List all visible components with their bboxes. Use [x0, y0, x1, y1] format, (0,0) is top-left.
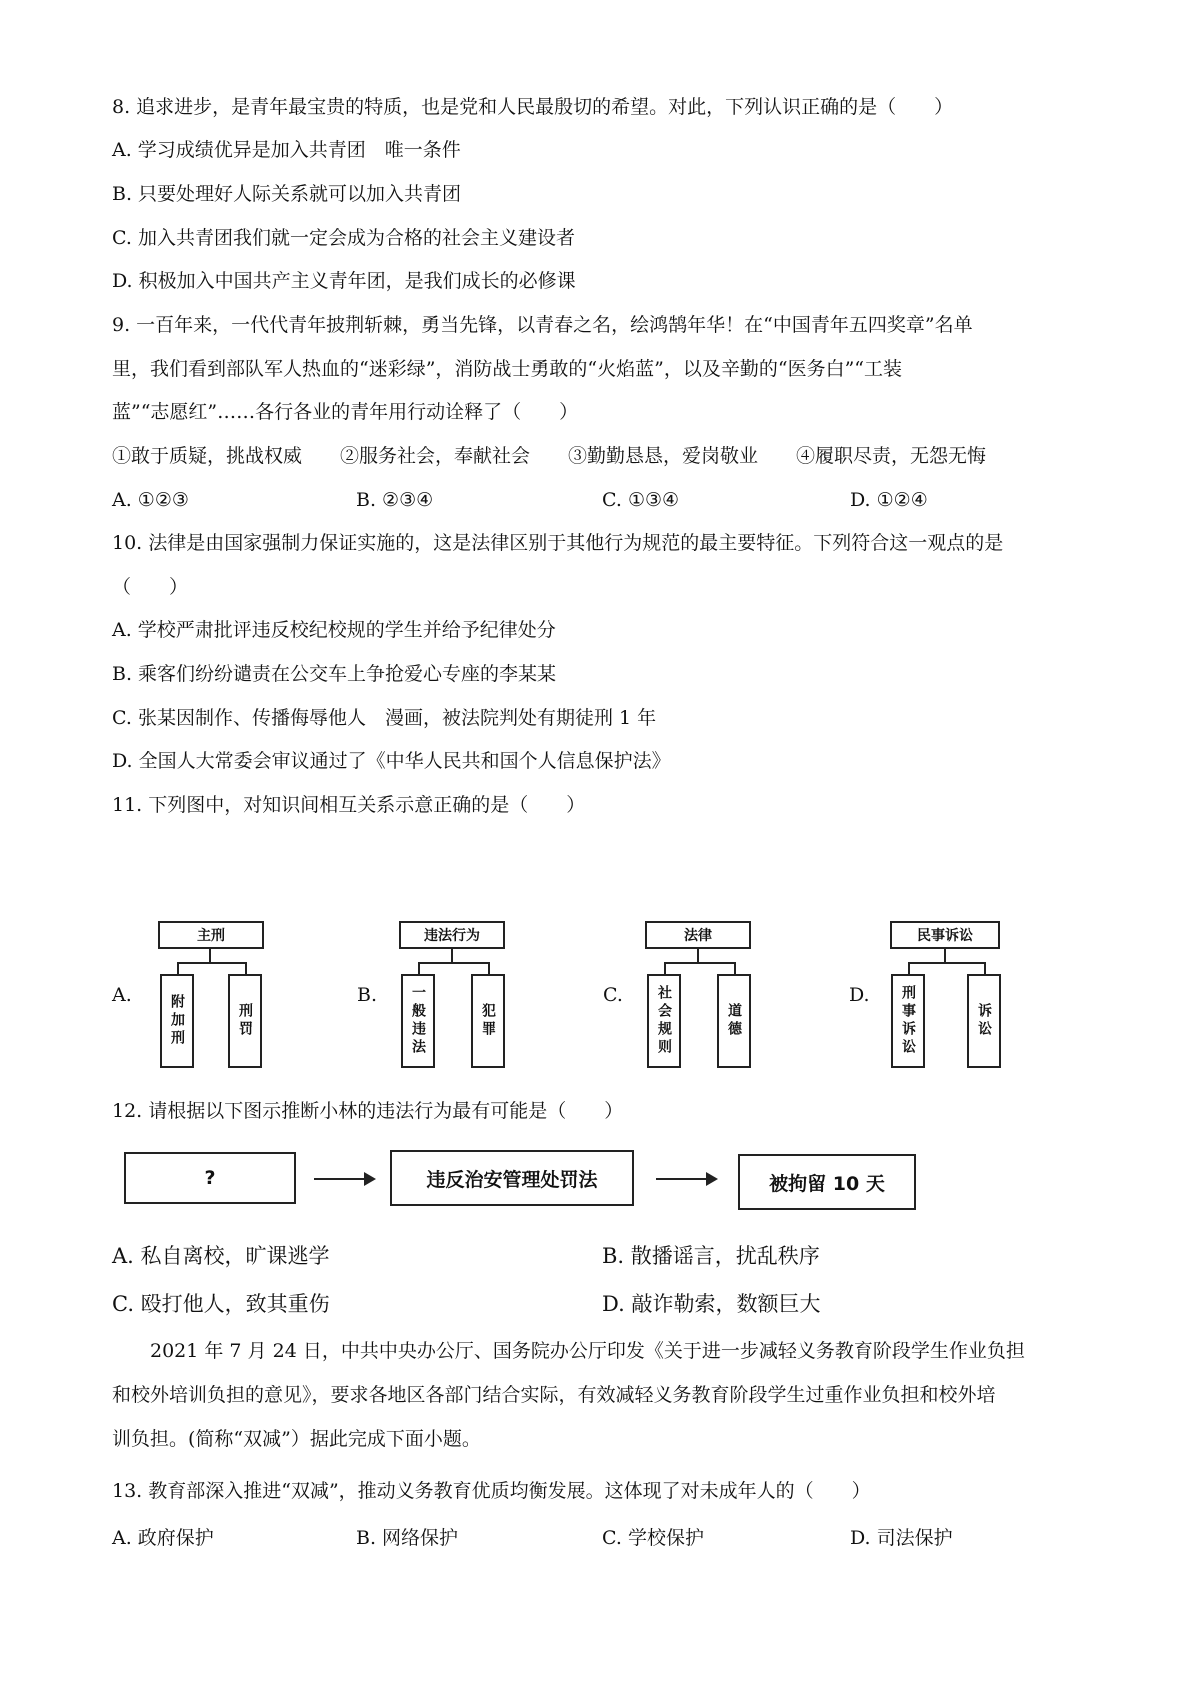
connector-line: [209, 949, 211, 963]
q13-stem: 13. 教育部深入推进“双减”，推动义务教育优质均衡发展。这体现了对未成年人的（ ）: [112, 1480, 871, 1502]
q11-diagram-a-right-box: 刑罚: [228, 974, 262, 1068]
q12-stem: 12. 请根据以下图示推断小林的违法行为最有可能是（ ）: [112, 1100, 624, 1122]
q9-option-c: C. ①③④: [602, 489, 680, 511]
connector-line: [697, 949, 699, 963]
q10-stem-line-1: 10. 法律是由国家强制力保证实施的，这是法律区别于其他行为规范的最主要特征。下列符合这一观点的是: [112, 532, 1004, 554]
q8-stem: 8. 追求进步，是青年最宝贵的特质，也是党和人民最殷切的希望。对此，下列认识正确的是（ ）: [112, 96, 954, 118]
passage-line-2: 和校外培训负担的意见》，要求各地区各部门结合实际，有效减轻义务教育阶段学生过重作业负担和校外培: [112, 1384, 996, 1406]
q11-diagram-c-right-box: 道德: [717, 974, 751, 1068]
q10-option-b: B. 乘客们纷纷谴责在公交车上争抢爱心专座的李某某: [112, 663, 557, 685]
connector-line: [908, 962, 986, 964]
q11-diagram-b-left-box: 一般违法: [401, 974, 435, 1068]
q12-option-c: C. 殴打他人，致其重伤: [112, 1292, 330, 1316]
connector-line: [664, 962, 666, 974]
q10-option-c: C. 张某因制作、传播侮辱他人 漫画，被法院判处有期徒刑 1 年: [112, 707, 657, 729]
q10-option-d: D. 全国人大常委会审议通过了《中华人民共和国个人信息保护法》: [112, 750, 671, 772]
q11-diagram-d-left-box: 刑事诉讼: [891, 974, 925, 1068]
q12-flow-unknown-box: ?: [124, 1152, 296, 1204]
q9-option-d: D. ①②④: [850, 489, 928, 511]
q12-flow-result-box: 被拘留 10 天: [738, 1154, 916, 1210]
q13-option-c: C. 学校保护: [602, 1527, 704, 1549]
connector-line: [418, 962, 420, 974]
connector-line: [908, 962, 910, 974]
q11-diagram-a-top-box: 主刑: [158, 921, 264, 949]
connector-line: [451, 949, 453, 963]
q11-diagram-a-left-box: 附加刑: [160, 974, 194, 1068]
q12-option-b: B. 散播谣言，扰乱秩序: [602, 1244, 820, 1268]
q9-stem-line-1: 9. 一百年来，一代代青年披荆斩棘，勇当先锋，以青春之名，绘鸿鹄年华！在“中国青年五四奖章”名单: [112, 314, 973, 336]
q11-diagram-b-top-box: 违法行为: [399, 921, 505, 949]
q11-diagram-d-label: D.: [849, 984, 870, 1006]
q11-diagram-c-label: C.: [603, 984, 623, 1006]
q8-option-d: D. 积极加入中国共产主义青年团，是我们成长的必修课: [112, 270, 576, 292]
q12-option-a: A. 私自离校，旷课逃学: [112, 1244, 330, 1268]
passage-line-1: 2021 年 7 月 24 日，中共中央办公厅、国务院办公厅印发《关于进一步减轻义务教育阶段学生作业负担: [112, 1340, 1025, 1362]
connector-line: [418, 962, 490, 964]
q12-option-d: D. 敲诈勒索，数额巨大: [602, 1292, 821, 1316]
q11-diagram-b-label: B.: [357, 984, 378, 1006]
q11-diagram-d-right-box: 诉讼: [967, 974, 1001, 1068]
connector-line: [734, 962, 736, 974]
q11-diagram-a-label: A.: [112, 984, 132, 1006]
connector-line: [984, 962, 986, 974]
q9-option-a: A. ①②③: [112, 489, 189, 511]
arrow-right-icon: [656, 1178, 716, 1180]
q8-option-b: B. 只要处理好人际关系就可以加入共青团: [112, 183, 462, 205]
q12-flow-law-box: 违反治安管理处罚法: [390, 1150, 634, 1206]
q11-stem: 11. 下列图中，对知识间相互关系示意正确的是（ ）: [112, 794, 586, 816]
connector-line: [944, 949, 946, 963]
q9-option-b: B. ②③④: [356, 489, 434, 511]
q10-option-a: A. 学校严肃批评违反校纪校规的学生并给予纪律处分: [112, 619, 556, 641]
passage-line-3: 训负担。(简称“双减”）据此完成下面小题。: [112, 1428, 481, 1450]
q11-diagram-c-top-box: 法律: [645, 921, 751, 949]
q9-stem-line-2: 里，我们看到部队军人热血的“迷彩绿”，消防战士勇敢的“火焰蓝”，以及辛勤的“医务白”“工装: [112, 358, 902, 380]
q8-option-c: C. 加入共青团我们就一定会成为合格的社会主义建设者: [112, 227, 575, 249]
q11-diagram-d-top-box: 民事诉讼: [890, 921, 1000, 949]
q13-option-a: A. 政府保护: [112, 1527, 214, 1549]
connector-line: [664, 962, 736, 964]
connector-line: [177, 962, 179, 974]
connector-line: [488, 962, 490, 974]
q11-diagram-b-right-box: 犯罪: [471, 974, 505, 1068]
connector-line: [245, 962, 247, 974]
q13-option-d: D. 司法保护: [850, 1527, 953, 1549]
q11-diagram-c-left-box: 社会规则: [647, 974, 681, 1068]
connector-line: [177, 962, 247, 964]
q8-option-a: A. 学习成绩优异是加入共青团 唯一条件: [112, 139, 461, 161]
q10-stem-line-2: （ ）: [112, 576, 189, 598]
q9-stem-line-3: 蓝”“志愿红”……各行各业的青年用行动诠释了（ ）: [112, 401, 579, 423]
q9-statements: ①敢于质疑，挑战权威 ②服务社会，奉献社会 ③勤勤恳恳，爱岗敬业 ④履职尽责，无怨无悔: [112, 445, 987, 467]
q13-option-b: B. 网络保护: [356, 1527, 459, 1549]
arrow-right-icon: [314, 1178, 374, 1180]
